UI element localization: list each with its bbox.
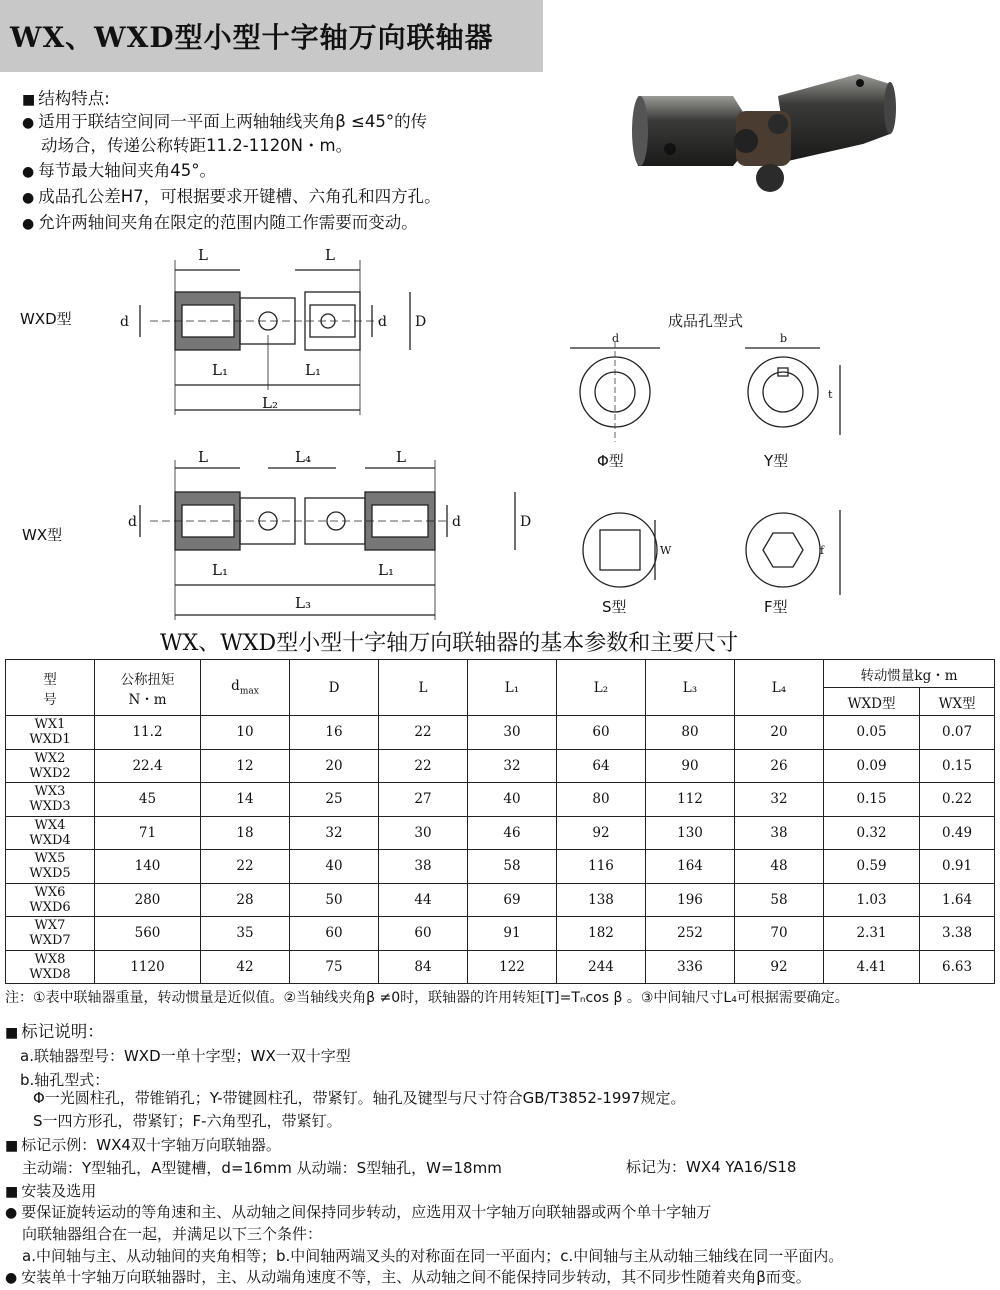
phi-type-label: Φ型 — [597, 452, 624, 470]
dim-L1: L₁ — [305, 361, 321, 379]
cell-L1: 32 — [468, 749, 557, 783]
cell-torque: 280 — [95, 883, 201, 917]
header-model: 型 — [43, 671, 57, 688]
dim-d: d — [128, 514, 137, 530]
cell-L1: 46 — [468, 816, 557, 850]
parameter-table — [5, 659, 995, 984]
cell-L: 22 — [379, 749, 468, 783]
header-L4: L₄ — [735, 660, 824, 716]
cell-d: 22 — [201, 850, 290, 884]
header-L2: L₂ — [557, 660, 646, 716]
model-wxd: WXD7 — [29, 933, 71, 949]
cell-L2: 116 — [557, 850, 646, 884]
header-D: D — [290, 660, 379, 716]
model-wx: WX2 — [34, 750, 66, 766]
header-torque: 公称扭矩 — [120, 671, 175, 688]
cell-i_wx: 0.22 — [920, 783, 995, 817]
marking-b1: Φ一光圆柱孔，带锥销孔；Y-带键圆柱孔，带紧钉。轴孔及键型与尺寸符合GB/T3852-1997规定。 — [33, 1089, 686, 1107]
cell-L2: 138 — [557, 883, 646, 917]
coupling-photo — [628, 66, 898, 201]
header-L3: L₃ — [646, 660, 735, 716]
marking-a: a.联轴器型号：WXD一单十字型；WX一双十字型 — [20, 1047, 351, 1065]
model-wx: WX8 — [34, 951, 66, 967]
example-line: 主动端：Y型轴孔，A型键槽，d=16mm 从动端：S型轴孔，W=18mm — [22, 1159, 502, 1177]
dim-L4: L₄ — [295, 448, 311, 466]
header-inertia: 转动惯量kg・m — [824, 660, 995, 688]
cell-L3: 130 — [646, 816, 735, 850]
header-wxd: WXD型 — [824, 688, 920, 716]
wx-label: WX型 — [22, 526, 63, 544]
cell-L: 84 — [379, 950, 468, 984]
install-p1b: 向联轴器组合在一起，并满足以下三个条件： — [22, 1225, 323, 1243]
model-wx: WX6 — [34, 884, 66, 900]
bore-phi — [570, 342, 660, 442]
cell-L3: 336 — [646, 950, 735, 984]
model-cell — [6, 816, 95, 850]
header-L1: L₁ — [468, 660, 557, 716]
cell-L1: 58 — [468, 850, 557, 884]
install-p2: ● 安装单十字轴万向联轴器时，主、从动端角速度不等，主、从动轴之间不能保持同步转动，其不同步性随着夹角β而变。 — [5, 1266, 811, 1289]
cell-L4: 38 — [735, 816, 824, 850]
header-dmax: d — [231, 678, 240, 695]
cell-L4: 92 — [735, 950, 824, 984]
cell-i_wxd: 2.31 — [824, 917, 920, 951]
table-note: 注：①表中联轴器重量，转动惯量是近似值。②当轴线夹角β ≠0时，联轴器的许用转矩[T]=Tₙcos β 。③中间轴尺寸L₄可根据需要确定。 — [5, 990, 849, 1006]
cell-D: 16 — [290, 716, 379, 750]
cell-L2: 80 — [557, 783, 646, 817]
cell-D: 75 — [290, 950, 379, 984]
dim-L3: L₃ — [295, 594, 311, 612]
dim-L: L — [325, 246, 335, 264]
f-type-label: F型 — [764, 598, 788, 616]
cell-d: 12 — [201, 749, 290, 783]
y-type-label: Y型 — [764, 452, 789, 470]
cell-L: 27 — [379, 783, 468, 817]
header-model: 号 — [43, 691, 57, 708]
bore-title: 成品孔型式 — [668, 312, 744, 330]
install-p1: ● 要保证旋转运动的等角速和主、从动轴之间保持同步转动，应选用双十字轴万向联轴器或两个单十字轴万 — [5, 1201, 711, 1224]
cell-i_wxd: 1.03 — [824, 883, 920, 917]
dim-W: W — [660, 544, 672, 557]
table-row — [6, 783, 995, 817]
model-wxd: WXD8 — [29, 966, 71, 982]
example-heading: ■ 标记示例：WX4双十字轴万向联轴器。 — [5, 1134, 281, 1157]
bore-f — [746, 510, 840, 595]
cell-L1: 122 — [468, 950, 557, 984]
cell-d: 14 — [201, 783, 290, 817]
cell-L4: 70 — [735, 917, 824, 951]
cell-D: 50 — [290, 883, 379, 917]
model-wx: WX3 — [34, 784, 66, 800]
cell-i_wxd: 0.59 — [824, 850, 920, 884]
cell-L2: 92 — [557, 816, 646, 850]
cell-L3: 252 — [646, 917, 735, 951]
model-wxd: WXD5 — [29, 866, 71, 882]
dim-L1: L₁ — [212, 561, 228, 579]
cell-L2: 64 — [557, 749, 646, 783]
model-wx: WX1 — [34, 717, 66, 733]
marking-heading: ■ 标记说明： — [5, 1021, 104, 1044]
cell-i_wx: 1.64 — [920, 883, 995, 917]
cell-L4: 58 — [735, 883, 824, 917]
cell-d: 10 — [201, 716, 290, 750]
cell-torque: 22.4 — [95, 749, 201, 783]
cell-d: 42 — [201, 950, 290, 984]
feature-item: ● 允许两轴间夹角在限定的范围内随工作需要而变动。 — [22, 212, 418, 235]
dim-d: d — [378, 314, 387, 330]
technical-drawing — [0, 240, 1000, 625]
cell-D: 25 — [290, 783, 379, 817]
table-row — [6, 850, 995, 884]
bore-s — [583, 513, 657, 587]
cell-L: 30 — [379, 816, 468, 850]
header-dmax-sub: max — [239, 686, 259, 697]
cell-i_wx: 6.63 — [920, 950, 995, 984]
table-title: WX、WXD型小型十字轴万向联轴器的基本参数和主要尺寸 — [160, 631, 739, 656]
model-cell — [6, 749, 95, 783]
dim-f: f — [820, 544, 825, 557]
dim-d: d — [452, 514, 461, 530]
cell-torque: 45 — [95, 783, 201, 817]
cell-L4: 20 — [735, 716, 824, 750]
table-row — [6, 883, 995, 917]
header-L: L — [379, 660, 468, 716]
model-wxd: WXD2 — [29, 765, 71, 781]
cell-D: 32 — [290, 816, 379, 850]
feature-item: ● 成品孔公差H7，可根据要求开键槽、六角孔和四方孔。 — [22, 186, 441, 209]
wxd-drawing — [140, 260, 410, 415]
cell-i_wxd: 4.41 — [824, 950, 920, 984]
cell-torque: 1120 — [95, 950, 201, 984]
model-wx: WX4 — [34, 817, 66, 833]
cell-torque: 140 — [95, 850, 201, 884]
example-mark: 标记为：WX4 YA16/S18 — [626, 1158, 797, 1176]
dim-t: t — [828, 388, 833, 401]
model-cell — [6, 883, 95, 917]
cell-L3: 90 — [646, 749, 735, 783]
cell-i_wx: 0.07 — [920, 716, 995, 750]
install-p1c: a.中间轴与主、从动轴间的夹角相等；b.中间轴两端叉头的对称面在同一平面内；c.中间轴与主从动轴三轴线在同一平面内。 — [22, 1247, 844, 1265]
cell-L4: 32 — [735, 783, 824, 817]
cell-torque: 71 — [95, 816, 201, 850]
marking-b2: S一四方形孔，带紧钉；F-六角型孔，带紧钉。 — [33, 1112, 342, 1130]
cell-L2: 244 — [557, 950, 646, 984]
cell-torque: 560 — [95, 917, 201, 951]
dim-L1: L₁ — [378, 561, 394, 579]
cell-L2: 182 — [557, 917, 646, 951]
dim-L: L — [198, 448, 208, 466]
cell-L: 44 — [379, 883, 468, 917]
cell-D: 40 — [290, 850, 379, 884]
page-title: WX、WXD型小型十字轴万向联轴器 — [10, 21, 494, 54]
dim-d: d — [120, 314, 129, 330]
cell-L4: 48 — [735, 850, 824, 884]
model-cell — [6, 950, 95, 984]
cell-L: 60 — [379, 917, 468, 951]
cell-L2: 60 — [557, 716, 646, 750]
marking-b: b.轴孔型式： — [20, 1071, 110, 1089]
dim-L2: L₂ — [262, 394, 278, 412]
cell-i_wx: 0.15 — [920, 749, 995, 783]
table-row — [6, 749, 995, 783]
cell-L: 38 — [379, 850, 468, 884]
cell-L3: 80 — [646, 716, 735, 750]
cell-i_wxd: 0.09 — [824, 749, 920, 783]
cell-L4: 26 — [735, 749, 824, 783]
dim-L: L — [198, 246, 208, 264]
header-torque-unit: N・m — [128, 691, 167, 708]
dim-L: L — [396, 448, 406, 466]
cell-d: 35 — [201, 917, 290, 951]
cell-L3: 196 — [646, 883, 735, 917]
cell-L3: 164 — [646, 850, 735, 884]
cell-torque: 11.2 — [95, 716, 201, 750]
cell-L1: 30 — [468, 716, 557, 750]
dim-D: D — [415, 314, 427, 330]
feature-item: ● 每节最大轴间夹角45°。 — [22, 160, 216, 183]
features-heading: ■ 结构特点: — [22, 88, 110, 111]
bore-y — [745, 348, 840, 435]
table-row — [6, 716, 995, 750]
cell-L1: 69 — [468, 883, 557, 917]
s-type-label: S型 — [602, 598, 627, 616]
cell-i_wxd: 0.05 — [824, 716, 920, 750]
cell-D: 60 — [290, 917, 379, 951]
cell-L1: 91 — [468, 917, 557, 951]
install-heading: ■ 安装及选用 — [5, 1180, 96, 1203]
cell-L: 22 — [379, 716, 468, 750]
cell-L1: 40 — [468, 783, 557, 817]
table-row — [6, 816, 995, 850]
model-wxd: WXD1 — [29, 732, 71, 748]
table-row — [6, 917, 995, 951]
cell-D: 20 — [290, 749, 379, 783]
model-cell — [6, 850, 95, 884]
dim-D: D — [520, 514, 532, 530]
wx-drawing — [140, 460, 515, 620]
model-wx: WX7 — [34, 918, 66, 934]
header-wx: WX型 — [920, 688, 995, 716]
cell-d: 18 — [201, 816, 290, 850]
model-cell — [6, 917, 95, 951]
cell-i_wx: 0.91 — [920, 850, 995, 884]
cell-i_wx: 0.49 — [920, 816, 995, 850]
model-wxd: WXD6 — [29, 899, 71, 915]
dim-b: b — [780, 332, 788, 345]
cell-d: 28 — [201, 883, 290, 917]
cell-L3: 112 — [646, 783, 735, 817]
model-cell — [6, 783, 95, 817]
cell-i_wxd: 0.15 — [824, 783, 920, 817]
table-row — [6, 950, 995, 984]
model-wx: WX5 — [34, 851, 66, 867]
model-cell — [6, 716, 95, 750]
dim-L1: L₁ — [212, 361, 228, 379]
model-wxd: WXD3 — [29, 799, 71, 815]
wxd-label: WXD型 — [20, 310, 72, 328]
dim-d: d — [612, 332, 620, 345]
feature-item: ● 适用于联结空间同一平面上两轴轴线夹角β ≤45°的传 — [22, 111, 427, 134]
feature-item: 动场合，传递公称转距11.2-1120N・m。 — [41, 136, 353, 155]
model-wxd: WXD4 — [29, 832, 71, 848]
cell-i_wx: 3.38 — [920, 917, 995, 951]
cell-i_wxd: 0.32 — [824, 816, 920, 850]
